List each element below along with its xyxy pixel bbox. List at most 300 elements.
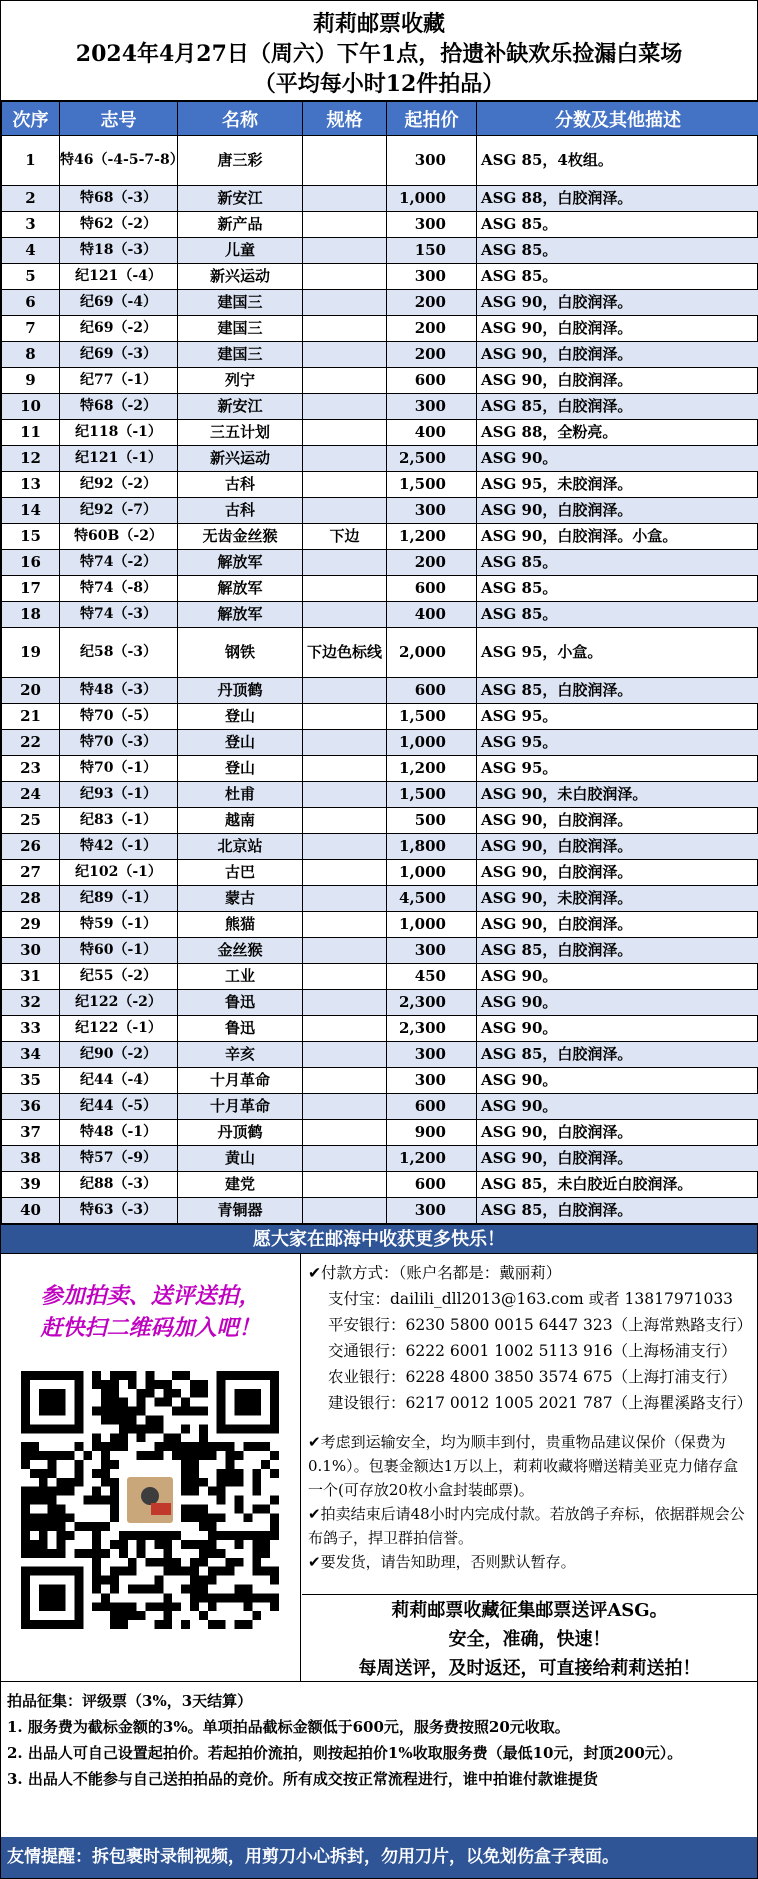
lot-spec-cell — [303, 550, 387, 576]
lot-order-cell: 37 — [2, 1120, 60, 1146]
lot-name-cell: 越南 — [178, 808, 303, 834]
lot-name-cell: 解放军 — [178, 602, 303, 628]
rules-section — [1, 1682, 757, 1860]
alipay-line: 支付宝：dailili_dll2013@163.com 或者 13817971033 — [328, 1290, 734, 1308]
lot-price-cell: 1,000 — [387, 186, 477, 212]
lot-order-cell: 35 — [2, 1068, 60, 1094]
table-row — [2, 290, 758, 316]
lot-name-cell: 新兴运动 — [178, 264, 303, 290]
lot-name-cell: 列宁 — [178, 368, 303, 394]
lot-order-cell: 16 — [2, 550, 60, 576]
lot-desc-cell: ASG 88，白胶润泽。 — [477, 186, 758, 212]
lot-name-cell: 建国三 — [178, 290, 303, 316]
lot-sig-cell: 特74（-2） — [60, 550, 178, 576]
lot-sig-cell: 纪69（-2） — [60, 316, 178, 342]
lot-price-cell: 300 — [387, 212, 477, 238]
lot-name-cell: 三五计划 — [178, 420, 303, 446]
lot-order-cell: 9 — [2, 368, 60, 394]
lot-price-cell: 300 — [387, 1198, 477, 1224]
lot-name-cell: 无齿金丝猴 — [178, 524, 303, 550]
lot-desc-cell: ASG 85，白胶润泽。 — [477, 678, 758, 704]
table-row — [2, 730, 758, 756]
lot-desc-cell: ASG 90，白胶润泽。 — [477, 808, 758, 834]
lot-price-cell: 300 — [387, 498, 477, 524]
lot-desc-cell: ASG 85，白胶润泽。 — [477, 938, 758, 964]
lot-price-cell: 1,500 — [387, 704, 477, 730]
lot-spec-cell — [303, 238, 387, 264]
lot-price-cell: 1,200 — [387, 524, 477, 550]
lot-price-cell: 900 — [387, 1120, 477, 1146]
lot-price-cell: 200 — [387, 550, 477, 576]
lot-desc-cell: ASG 90。 — [477, 964, 758, 990]
lot-spec-cell — [303, 964, 387, 990]
lots-table — [1, 101, 758, 1224]
lot-spec-cell — [303, 1146, 387, 1172]
lot-sig-cell: 特48（-1） — [60, 1120, 178, 1146]
lot-desc-cell: ASG 85，白胶润泽。 — [477, 1198, 758, 1224]
lot-sig-cell: 纪88（-3） — [60, 1172, 178, 1198]
lot-price-cell: 500 — [387, 808, 477, 834]
lot-name-cell: 蒙古 — [178, 886, 303, 912]
lot-desc-cell: ASG 90，白胶润泽。 — [477, 342, 758, 368]
lot-order-cell: 27 — [2, 860, 60, 886]
bank-line-abc: 农业银行：6228 4800 3850 3574 675（上海打浦支行） — [328, 1368, 737, 1386]
lot-name-cell: 丹顶鹤 — [178, 678, 303, 704]
lot-order-cell: 13 — [2, 472, 60, 498]
lot-sig-cell: 特68（-3） — [60, 186, 178, 212]
lot-name-cell: 解放军 — [178, 550, 303, 576]
lot-spec-cell — [303, 782, 387, 808]
lot-price-cell: 2,500 — [387, 446, 477, 472]
lot-order-cell: 17 — [2, 576, 60, 602]
asg-line-3: 每周送评，及时返还，可直接给莉莉送拍！ — [358, 1658, 701, 1679]
lot-desc-cell: ASG 90，白胶润泽。 — [477, 498, 758, 524]
lot-sig-cell: 特74（-8） — [60, 576, 178, 602]
lot-spec-cell — [303, 860, 387, 886]
lot-order-cell: 22 — [2, 730, 60, 756]
col-header-spec: 规格 — [303, 102, 387, 136]
lot-sig-cell: 特60B（-2） — [60, 524, 178, 550]
join-line-2: 赶快扫二维码加入吧！ — [40, 1315, 261, 1341]
lot-price-cell: 1,200 — [387, 1146, 477, 1172]
lot-spec-cell: 下边 — [303, 524, 387, 550]
lot-order-cell: 31 — [2, 964, 60, 990]
table-row — [2, 576, 758, 602]
lot-sig-cell: 特46（-4-5-7-8） — [60, 136, 178, 186]
lot-price-cell: 300 — [387, 394, 477, 420]
lot-name-cell: 解放军 — [178, 576, 303, 602]
lot-sig-cell: 特62（-2） — [60, 212, 178, 238]
lot-sig-cell: 特63（-3） — [60, 1198, 178, 1224]
lot-sig-cell: 特48（-3） — [60, 678, 178, 704]
lot-price-cell: 200 — [387, 342, 477, 368]
lot-desc-cell: ASG 90，未胶润泽。 — [477, 886, 758, 912]
lot-name-cell: 新兴运动 — [178, 446, 303, 472]
lot-desc-cell: ASG 85，白胶润泽。 — [477, 1042, 758, 1068]
lot-price-cell: 600 — [387, 1094, 477, 1120]
lot-order-cell: 20 — [2, 678, 60, 704]
lot-desc-cell: ASG 85。 — [477, 576, 758, 602]
lot-spec-cell — [303, 212, 387, 238]
lot-price-cell: 200 — [387, 316, 477, 342]
bank-line-pingan: 平安银行：6230 5800 0015 6447 323（上海常熟路支行） — [328, 1316, 753, 1334]
lot-desc-cell: ASG 90，未白胶润泽。 — [477, 782, 758, 808]
lot-name-cell: 登山 — [178, 756, 303, 782]
lot-name-cell: 登山 — [178, 730, 303, 756]
lot-name-cell: 十月革命 — [178, 1094, 303, 1120]
shipping-notes — [302, 1416, 757, 1574]
lot-name-cell: 黄山 — [178, 1146, 303, 1172]
lot-name-cell: 古科 — [178, 498, 303, 524]
bank-line-ccb: 建设银行：6217 0012 1005 2021 787（上海瞿溪路支行） — [328, 1394, 753, 1412]
lot-sig-cell: 纪44（-4） — [60, 1068, 178, 1094]
lot-spec-cell — [303, 186, 387, 212]
table-row — [2, 1094, 758, 1120]
lot-price-cell: 300 — [387, 1068, 477, 1094]
lot-desc-cell: ASG 85。 — [477, 264, 758, 290]
lot-sig-cell: 纪83（-1） — [60, 808, 178, 834]
wish-banner: 愿大家在邮海中收获更多快乐！ — [1, 1224, 757, 1254]
table-row — [2, 238, 758, 264]
lot-name-cell: 建国三 — [178, 342, 303, 368]
table-row — [2, 912, 758, 938]
lot-name-cell: 古科 — [178, 472, 303, 498]
table-row — [2, 342, 758, 368]
lot-price-cell: 600 — [387, 1172, 477, 1198]
lot-desc-cell: ASG 85，白胶润泽。 — [477, 394, 758, 420]
title-block — [1, 1, 757, 101]
table-row — [2, 834, 758, 860]
lot-price-cell: 600 — [387, 678, 477, 704]
lot-desc-cell: ASG 90。 — [477, 990, 758, 1016]
auction-note: （平均每小时12件拍品） — [253, 71, 505, 97]
lot-order-cell: 36 — [2, 1094, 60, 1120]
lot-sig-cell: 纪118（-1） — [60, 420, 178, 446]
table-row — [2, 678, 758, 704]
lot-spec-cell — [303, 290, 387, 316]
lot-desc-cell: ASG 90，白胶润泽。小盒。 — [477, 524, 758, 550]
lot-sig-cell: 特42（-1） — [60, 834, 178, 860]
lot-spec-cell — [303, 912, 387, 938]
lot-name-cell: 鲁迅 — [178, 990, 303, 1016]
col-header-price: 起拍价 — [387, 102, 477, 136]
table-row — [2, 1068, 758, 1094]
lot-price-cell: 1,200 — [387, 756, 477, 782]
lot-order-cell: 12 — [2, 446, 60, 472]
asg-line-1: 莉莉邮票收藏征集邮票送评ASG。 — [391, 1600, 668, 1621]
lot-desc-cell: ASG 90，白胶润泽。 — [477, 1120, 758, 1146]
table-row — [2, 860, 758, 886]
lot-name-cell: 儿童 — [178, 238, 303, 264]
lot-sig-cell: 纪102（-1） — [60, 860, 178, 886]
lot-sig-cell: 特70（-5） — [60, 704, 178, 730]
lot-name-cell: 北京站 — [178, 834, 303, 860]
lot-order-cell: 21 — [2, 704, 60, 730]
lot-desc-cell: ASG 90，白胶润泽。 — [477, 290, 758, 316]
lot-sig-cell: 特70（-1） — [60, 756, 178, 782]
lot-order-cell: 7 — [2, 316, 60, 342]
lot-desc-cell: ASG 85，未白胶近白胶润泽。 — [477, 1172, 758, 1198]
lot-name-cell: 新安江 — [178, 186, 303, 212]
lot-price-cell: 1,800 — [387, 834, 477, 860]
table-row — [2, 1198, 758, 1224]
table-row — [2, 446, 758, 472]
qr-avatar-icon — [124, 1474, 176, 1526]
table-row — [2, 186, 758, 212]
lot-order-cell: 32 — [2, 990, 60, 1016]
lot-name-cell: 建党 — [178, 1172, 303, 1198]
lot-spec-cell — [303, 602, 387, 628]
lot-desc-cell: ASG 95，未胶润泽。 — [477, 472, 758, 498]
table-row — [2, 472, 758, 498]
lot-spec-cell — [303, 886, 387, 912]
lot-spec-cell — [303, 1172, 387, 1198]
lot-sig-cell: 纪90（-2） — [60, 1042, 178, 1068]
table-row — [2, 886, 758, 912]
lot-price-cell: 600 — [387, 576, 477, 602]
col-header-order: 次序 — [2, 102, 60, 136]
table-row — [2, 704, 758, 730]
lot-spec-cell: 下边色标线 — [303, 628, 387, 678]
lot-desc-cell: ASG 85。 — [477, 602, 758, 628]
table-row — [2, 498, 758, 524]
col-header-name: 名称 — [178, 102, 303, 136]
lot-order-cell: 39 — [2, 1172, 60, 1198]
lot-sig-cell: 纪58（-3） — [60, 628, 178, 678]
lot-order-cell: 25 — [2, 808, 60, 834]
lot-sig-cell: 纪69（-4） — [60, 290, 178, 316]
lot-price-cell: 300 — [387, 1042, 477, 1068]
note-shipping: ✔考虑到运输安全，均为顺丰到付，贵重物品建议保价（保费为0.1%）。包裹金额达1万以上，莉莉收藏将赠送精美亚克力储存盒一个(可存放20枚小盒封装邮票)。 — [308, 1433, 739, 1499]
lot-name-cell: 新安江 — [178, 394, 303, 420]
lot-name-cell: 钢铁 — [178, 628, 303, 678]
table-row — [2, 990, 758, 1016]
lot-desc-cell: ASG 95。 — [477, 756, 758, 782]
lot-spec-cell — [303, 420, 387, 446]
lot-order-cell: 28 — [2, 886, 60, 912]
lot-price-cell: 600 — [387, 368, 477, 394]
table-row — [2, 550, 758, 576]
lot-name-cell: 金丝猴 — [178, 938, 303, 964]
lot-name-cell: 十月革命 — [178, 1068, 303, 1094]
lot-order-cell: 15 — [2, 524, 60, 550]
table-row — [2, 964, 758, 990]
lot-spec-cell — [303, 678, 387, 704]
lot-spec-cell — [303, 1120, 387, 1146]
table-row — [2, 368, 758, 394]
lot-sig-cell: 纪55（-2） — [60, 964, 178, 990]
lot-sig-cell: 纪122（-1） — [60, 1016, 178, 1042]
rules-heading: 拍品征集：评级票（3%，3天结算） — [7, 1692, 253, 1710]
lot-order-cell: 33 — [2, 1016, 60, 1042]
lot-price-cell: 400 — [387, 420, 477, 446]
lot-order-cell: 14 — [2, 498, 60, 524]
lot-order-cell: 40 — [2, 1198, 60, 1224]
lot-spec-cell — [303, 756, 387, 782]
lot-price-cell: 1,000 — [387, 730, 477, 756]
lot-sig-cell: 纪92（-2） — [60, 472, 178, 498]
asg-line-2: 安全，准确，快速！ — [448, 1629, 611, 1650]
lot-spec-cell — [303, 368, 387, 394]
rule-1: 1. 服务费为截标金额的3%。单项拍品截标金额低于600元，服务费按照20元收取。 — [7, 1718, 570, 1736]
lot-spec-cell — [303, 394, 387, 420]
lot-spec-cell — [303, 264, 387, 290]
join-text — [1, 1254, 300, 1344]
lot-price-cell: 1,500 — [387, 782, 477, 808]
col-header-sig: 志号 — [60, 102, 178, 136]
table-row — [2, 756, 758, 782]
lot-sig-cell: 纪92（-7） — [60, 498, 178, 524]
col-header-desc: 分数及其他描述 — [477, 102, 758, 136]
lot-price-cell: 300 — [387, 938, 477, 964]
lot-desc-cell: ASG 90。 — [477, 1068, 758, 1094]
lot-spec-cell — [303, 498, 387, 524]
table-row — [2, 782, 758, 808]
lot-spec-cell — [303, 1042, 387, 1068]
lot-order-cell: 6 — [2, 290, 60, 316]
lot-order-cell: 38 — [2, 1146, 60, 1172]
lot-order-cell: 19 — [2, 628, 60, 678]
lot-spec-cell — [303, 1016, 387, 1042]
table-row — [2, 1146, 758, 1172]
table-row — [2, 136, 758, 186]
lot-desc-cell: ASG 90，白胶润泽。 — [477, 368, 758, 394]
lot-price-cell: 150 — [387, 238, 477, 264]
lot-desc-cell: ASG 95。 — [477, 730, 758, 756]
lot-order-cell: 3 — [2, 212, 60, 238]
lot-sig-cell: 纪121（-4） — [60, 264, 178, 290]
lot-spec-cell — [303, 990, 387, 1016]
lot-sig-cell: 纪69（-3） — [60, 342, 178, 368]
rule-3: 3. 出品人不能参与自己送拍拍品的竞价。所有成交按正常流程进行，谁中拍谁付款谁提货 — [7, 1770, 598, 1788]
lot-price-cell: 300 — [387, 264, 477, 290]
lot-desc-cell: ASG 90，白胶润泽。 — [477, 834, 758, 860]
lot-desc-cell: ASG 95，小盒。 — [477, 628, 758, 678]
lot-spec-cell — [303, 1068, 387, 1094]
rule-2: 2. 出品人可自己设置起拍价。若起拍价流拍，则按起拍价1%收取服务费（最低10元，封顶200元）。 — [7, 1744, 683, 1762]
table-row — [2, 1172, 758, 1198]
table-row — [2, 264, 758, 290]
lot-sig-cell: 特59（-1） — [60, 912, 178, 938]
lot-order-cell: 34 — [2, 1042, 60, 1068]
payment-title: ✔付款方式：（账户名都是：戴丽莉） — [308, 1264, 562, 1282]
note-delivery: ✔要发货，请告知助理，否则默认暂存。 — [308, 1553, 576, 1571]
lot-spec-cell — [303, 136, 387, 186]
table-row — [2, 628, 758, 678]
lot-name-cell: 青铜器 — [178, 1198, 303, 1224]
lot-order-cell: 1 — [2, 136, 60, 186]
lot-desc-cell: ASG 90。 — [477, 1094, 758, 1120]
lot-order-cell: 8 — [2, 342, 60, 368]
lot-desc-cell: ASG 90，白胶润泽。 — [477, 316, 758, 342]
lot-spec-cell — [303, 342, 387, 368]
lot-spec-cell — [303, 704, 387, 730]
lot-price-cell: 300 — [387, 136, 477, 186]
lot-desc-cell: ASG 90，白胶润泽。 — [477, 860, 758, 886]
lot-order-cell: 2 — [2, 186, 60, 212]
lot-order-cell: 11 — [2, 420, 60, 446]
table-row — [2, 1120, 758, 1146]
table-row — [2, 212, 758, 238]
lot-name-cell: 唐三彩 — [178, 136, 303, 186]
lot-order-cell: 30 — [2, 938, 60, 964]
lot-price-cell: 2,300 — [387, 1016, 477, 1042]
table-header-row — [2, 102, 758, 136]
table-row — [2, 938, 758, 964]
lot-sig-cell: 纪93（-1） — [60, 782, 178, 808]
lot-desc-cell: ASG 90。 — [477, 446, 758, 472]
lot-spec-cell — [303, 938, 387, 964]
lot-sig-cell: 特57（-9） — [60, 1146, 178, 1172]
lot-name-cell: 熊猫 — [178, 912, 303, 938]
lot-name-cell: 新产品 — [178, 212, 303, 238]
lot-spec-cell — [303, 808, 387, 834]
lot-desc-cell: ASG 90。 — [477, 1016, 758, 1042]
table-row — [2, 316, 758, 342]
lot-name-cell: 丹顶鹤 — [178, 1120, 303, 1146]
lot-order-cell: 18 — [2, 602, 60, 628]
lot-desc-cell: ASG 85。 — [477, 238, 758, 264]
table-row — [2, 1016, 758, 1042]
table-row — [2, 394, 758, 420]
lot-name-cell: 辛亥 — [178, 1042, 303, 1068]
bank-line-bocom: 交通银行：6222 6001 1002 5113 916（上海杨浦支行） — [328, 1342, 737, 1360]
lot-name-cell: 建国三 — [178, 316, 303, 342]
lot-order-cell: 23 — [2, 756, 60, 782]
payment-info — [302, 1254, 757, 1416]
note-payment: ✔拍卖结束后请48小时内完成付款。若放鸽子弃标，依据群规会公布鸽子，捍卫群拍信誉。 — [308, 1505, 745, 1547]
lot-price-cell: 1,000 — [387, 860, 477, 886]
lot-desc-cell: ASG 90，白胶润泽。 — [477, 912, 758, 938]
page-title: 莉莉邮票收藏 — [312, 11, 445, 37]
lot-name-cell: 鲁迅 — [178, 1016, 303, 1042]
lot-price-cell: 1,500 — [387, 472, 477, 498]
lot-desc-cell: ASG 85。 — [477, 550, 758, 576]
lot-name-cell: 古巴 — [178, 860, 303, 886]
lot-desc-cell: ASG 85。 — [477, 212, 758, 238]
lot-price-cell: 450 — [387, 964, 477, 990]
lot-order-cell: 4 — [2, 238, 60, 264]
lot-price-cell: 400 — [387, 602, 477, 628]
lot-spec-cell — [303, 576, 387, 602]
lot-sig-cell: 特18（-3） — [60, 238, 178, 264]
lot-order-cell: 29 — [2, 912, 60, 938]
lot-spec-cell — [303, 472, 387, 498]
lot-sig-cell: 纪77（-1） — [60, 368, 178, 394]
lot-spec-cell — [303, 316, 387, 342]
lot-desc-cell: ASG 90，白胶润泽。 — [477, 1146, 758, 1172]
table-row — [2, 524, 758, 550]
lot-desc-cell: ASG 95。 — [477, 704, 758, 730]
table-row — [2, 1042, 758, 1068]
lot-sig-cell: 特60（-1） — [60, 938, 178, 964]
lot-order-cell: 24 — [2, 782, 60, 808]
join-panel — [1, 1254, 301, 1682]
lot-spec-cell — [303, 1094, 387, 1120]
reminder-banner: 友情提醒：拆包裹时录制视频，用剪刀小心拆封，勿用刀片，以免划伤盒子表面。 — [1, 1837, 757, 1878]
lot-sig-cell: 纪89（-1） — [60, 886, 178, 912]
lot-order-cell: 10 — [2, 394, 60, 420]
lot-spec-cell — [303, 730, 387, 756]
lot-sig-cell: 特74（-3） — [60, 602, 178, 628]
lot-name-cell: 工业 — [178, 964, 303, 990]
payment-panel — [302, 1254, 757, 1682]
info-section — [1, 1254, 757, 1682]
join-line-1: 参加拍卖、送评送拍， — [40, 1283, 261, 1309]
lot-order-cell: 5 — [2, 264, 60, 290]
asg-promo — [302, 1594, 757, 1682]
lot-sig-cell: 纪122（-2） — [60, 990, 178, 1016]
